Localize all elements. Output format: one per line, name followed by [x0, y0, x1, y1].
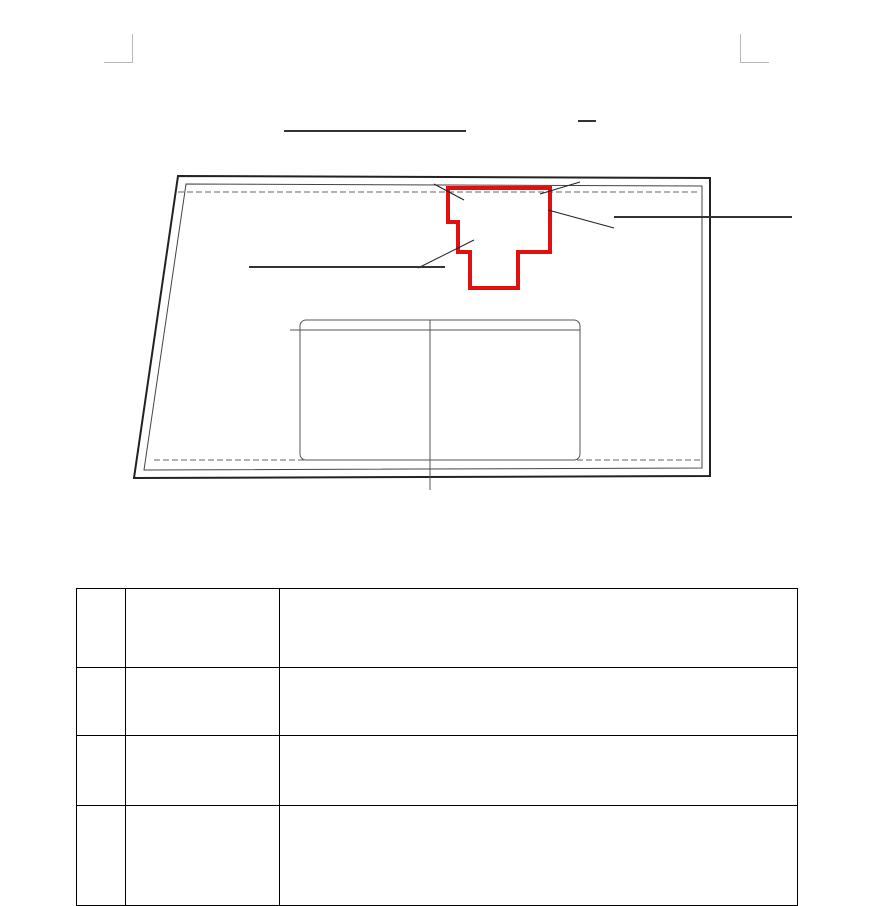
callout-villa	[249, 266, 445, 268]
table-header-row	[77, 589, 798, 668]
table-row	[77, 668, 798, 736]
header-no	[77, 589, 126, 668]
row-item	[126, 668, 280, 736]
callout-sales-office	[614, 216, 792, 218]
table-row	[77, 736, 798, 806]
site-plan-drawing	[130, 170, 746, 500]
table-row	[77, 806, 798, 906]
row-item	[126, 806, 280, 906]
row-desc	[280, 668, 798, 736]
row-item	[126, 736, 280, 806]
header-desc	[280, 589, 798, 668]
callout-yangfang	[284, 130, 466, 132]
project-info-table	[76, 588, 798, 906]
site-inner-boundary	[144, 184, 702, 470]
row-no	[77, 668, 126, 736]
tender-scope-outline	[448, 188, 550, 288]
site-boundary	[134, 176, 710, 478]
callout-tender-scope	[578, 120, 596, 122]
page-corner-mark-right	[740, 34, 769, 63]
page-corner-mark-left	[104, 34, 133, 63]
row-desc	[280, 806, 798, 906]
header-content	[126, 589, 280, 668]
row-no	[77, 806, 126, 906]
row-no	[77, 736, 126, 806]
row-desc	[280, 736, 798, 806]
